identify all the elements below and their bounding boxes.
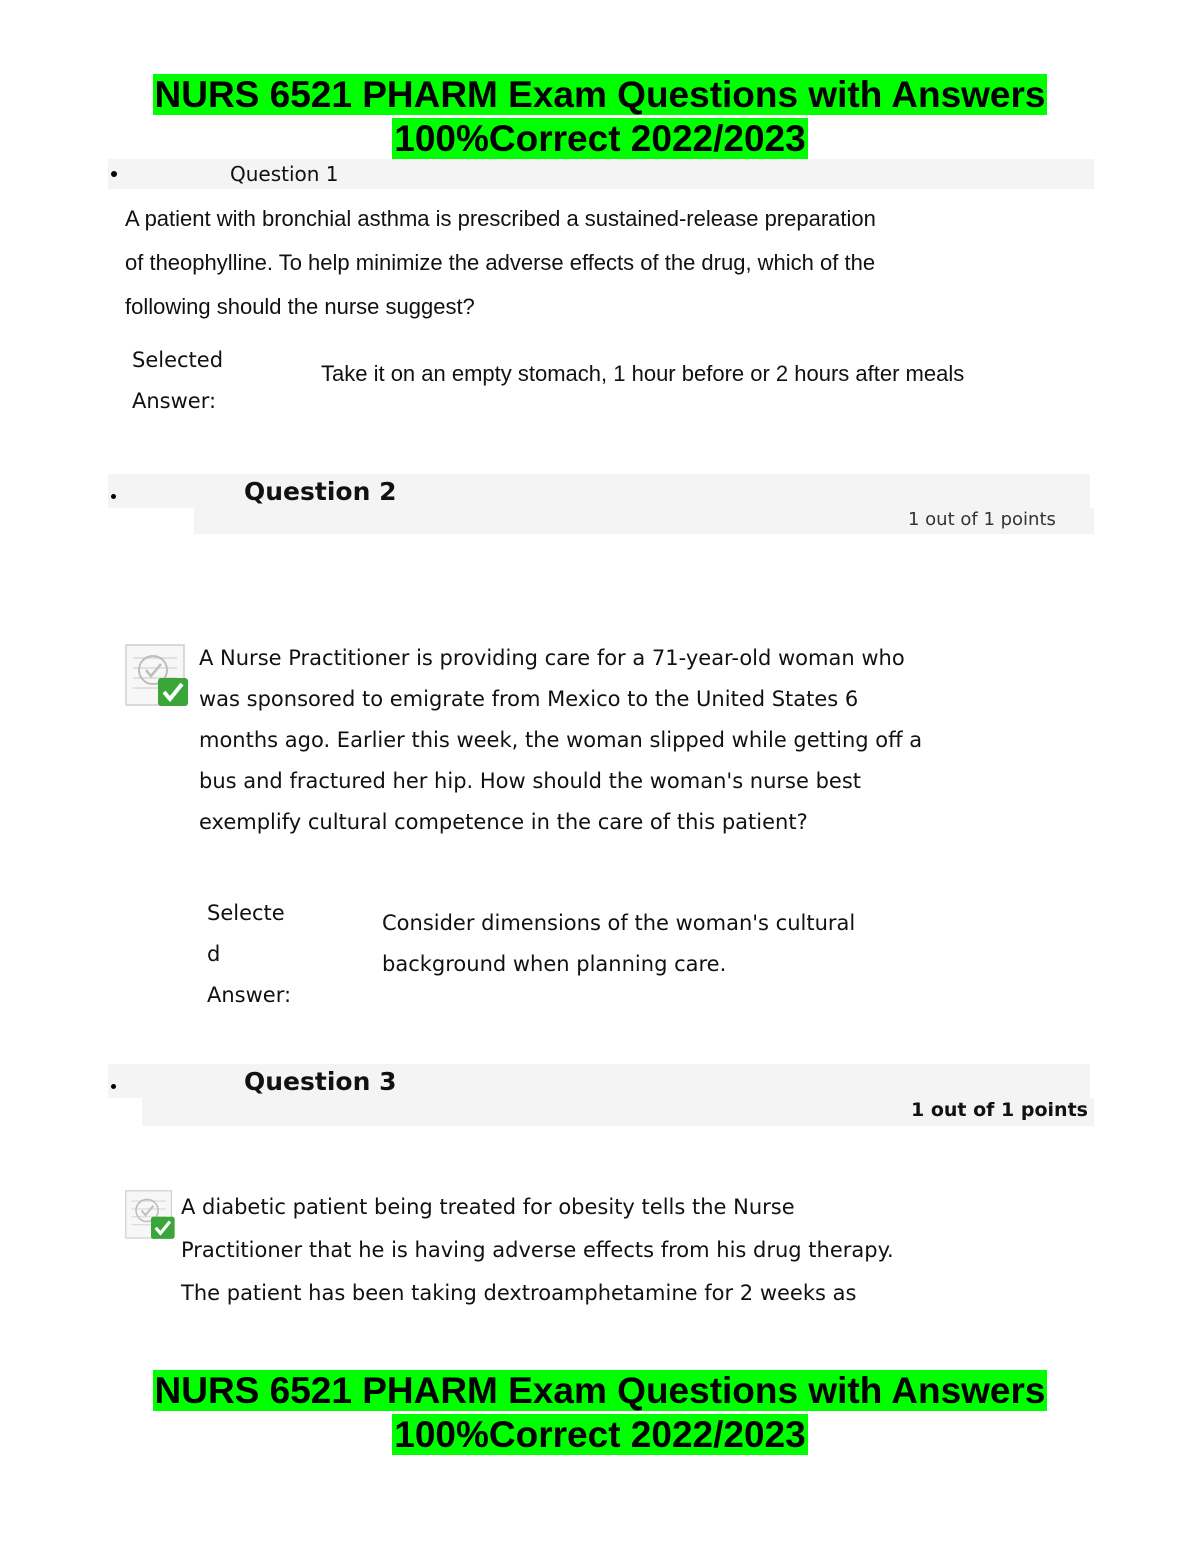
question-2-selected-answer <box>382 903 855 985</box>
question-2-label: Question 2 <box>244 477 397 506</box>
bullet-icon <box>111 494 116 499</box>
question-1-text <box>125 197 876 329</box>
selected-label-line: Answer: <box>207 983 292 1007</box>
footer-title-line-1: NURS 6521 PHARM Exam Questions with Answers <box>154 1370 1046 1411</box>
question-1-selected-answer: Take it on an empty stomach, 1 hour before or 2 hours after meals <box>321 361 965 386</box>
question-1-line: of theophylline. To help minimize the adverse effects of the drug, which of the <box>125 250 876 275</box>
bullet-icon <box>111 171 117 177</box>
question-2-line: months ago. Earlier this week, the woman slipped while getting off a <box>199 728 923 752</box>
question-3-line: A diabetic patient being treated for obesity tells the Nurse <box>181 1195 795 1219</box>
question-2-text <box>199 638 922 843</box>
answer-line: background when planning care. <box>382 952 727 976</box>
selected-label-line: Answer: <box>132 389 217 413</box>
question-2-line: A Nurse Practitioner is providing care for a 71-year-old woman who <box>199 646 905 670</box>
question-2-points: 1 out of 1 points <box>908 509 1056 530</box>
question-3-points: 1 out of 1 points <box>911 1099 1088 1121</box>
correct-check-icon <box>125 1190 177 1246</box>
bullet-icon <box>111 1084 116 1089</box>
title-line-2: 100%Correct 2022/2023 <box>394 118 806 159</box>
question-2-line: exemplify cultural competence in the care of this patient? <box>199 810 808 834</box>
correct-check-icon <box>125 644 191 714</box>
selected-label-line: d <box>207 942 221 966</box>
document-title <box>0 73 1200 161</box>
question-2-line: was sponsored to emigrate from Mexico to the United States 6 <box>199 687 859 711</box>
question-1-selected-label <box>132 340 223 422</box>
question-1-line: A patient with bronchial asthma is prescribed a sustained-release preparation <box>125 206 876 231</box>
selected-label-line: Selecte <box>207 901 285 925</box>
selected-label-line: Selected <box>132 348 224 372</box>
footer-title <box>0 1369 1200 1457</box>
question-1-label: Question 1 <box>230 162 339 186</box>
question-3-text <box>181 1186 894 1315</box>
question-2-line: bus and fractured her hip. How should the woman's nurse best <box>199 769 862 793</box>
question-3-line: The patient has been taking dextroamphetamine for 2 weeks as <box>181 1281 857 1305</box>
question-3-line: Practitioner that he is having adverse effects from his drug therapy. <box>181 1238 894 1262</box>
answer-line: Consider dimensions of the woman's cultural <box>382 911 856 935</box>
question-1-line: following should the nurse suggest? <box>125 294 475 319</box>
footer-title-line-2: 100%Correct 2022/2023 <box>394 1414 806 1455</box>
question-2-selected-label <box>207 893 291 1016</box>
question-3-label: Question 3 <box>244 1067 397 1096</box>
title-line-1: NURS 6521 PHARM Exam Questions with Answers <box>154 74 1046 115</box>
